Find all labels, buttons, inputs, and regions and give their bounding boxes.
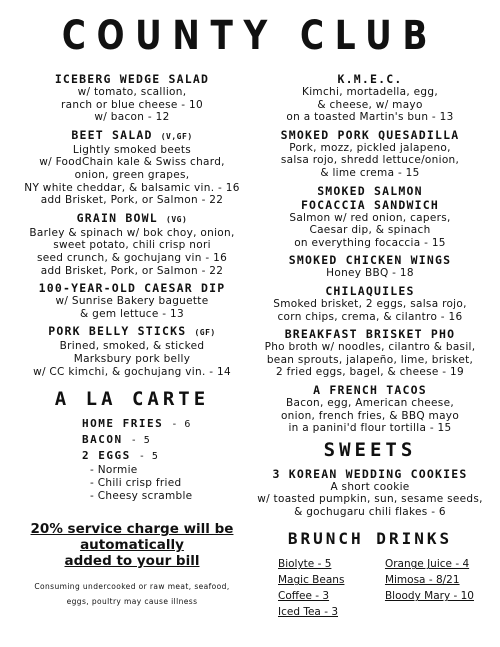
item-name: BREAKFAST BRISKET PHO — [284, 327, 456, 342]
menu-item — [252, 284, 488, 323]
item-description: Kimchi, mortadella, egg, & cheese, w/ mayo on a toasted Martin's bun - 13 — [286, 86, 454, 124]
a-la-carte-title: A LA CARTE — [54, 388, 210, 411]
menu-item — [252, 72, 488, 124]
item-name: A FRENCH TACOS — [313, 382, 427, 397]
a-la-carte-list — [12, 416, 252, 503]
menu-item — [252, 184, 488, 250]
food-safety-warning: Consuming undercooked or raw meat, seafood, eggs, poultry may cause illness — [34, 582, 230, 607]
menu-item — [12, 72, 252, 124]
sweets-title: SWEETS — [323, 438, 417, 461]
a-la-carte-item — [82, 416, 252, 432]
item-title: BACON — [82, 433, 123, 447]
menu-item — [252, 467, 488, 519]
item-title: PORK BELLY STICKS — [48, 324, 187, 339]
diet-tag: (VG) — [166, 214, 188, 224]
diet-tag: (GF) — [194, 328, 216, 338]
menu-item — [12, 128, 252, 207]
item-description: Bacon, egg, American cheese, onion, french fries, & BBQ mayo in a panini'd flour tortilla - 15 — [280, 396, 460, 435]
drinks-list — [252, 556, 488, 620]
drink-item: Biolyte - 5 — [278, 558, 332, 571]
drink-item: Orange Juice - 4 — [384, 558, 470, 571]
menu-item — [252, 383, 488, 435]
item-price: - 5 — [138, 451, 159, 463]
item-description: Smoked brisket, 2 eggs, salsa rojo, corn chips, crema, & cilantro - 16 — [273, 297, 467, 323]
item-title: HOME FRIES — [82, 417, 164, 431]
drink-item: Iced Tea - 3 — [278, 606, 339, 619]
service-charge-notice: 20% service charge will be automatically added to your bill — [30, 521, 234, 570]
brunch-drinks-title: BRUNCH DRINKS — [287, 529, 453, 549]
item-title: 2 EGGS — [82, 449, 131, 463]
menu-item — [12, 281, 252, 320]
item-description: w/ tomato, scallion, ranch or blue cheese - 10 w/ bacon - 12 — [61, 86, 203, 124]
item-name: K.M.E.C. — [337, 72, 403, 86]
item-name — [12, 281, 252, 295]
drink-item: Bloody Mary - 10 — [384, 590, 474, 603]
item-description: w/ Sunrise Bakery baguette & gem lettuce - 13 — [55, 295, 209, 320]
menu-item — [12, 211, 252, 277]
a-la-carte-item — [82, 448, 252, 464]
item-name — [12, 211, 252, 227]
item-name — [12, 128, 252, 144]
menu-item — [252, 253, 488, 280]
a-la-carte-item — [82, 432, 252, 448]
item-name: SMOKED PORK QUESADILLA — [280, 127, 460, 142]
menu-item — [12, 324, 252, 378]
drinks-column-left — [278, 556, 344, 620]
item-name: CHILAQUILES — [325, 283, 415, 298]
item-description: Pho broth w/ noodles, cilantro & basil, bean sprouts, jalapeño, lime, brisket, 2 fried eggs, bagel, & cheese - 19 — [264, 341, 476, 379]
drink-item: Coffee - 3 — [278, 590, 330, 603]
drink-item: Magic Beans — [278, 574, 345, 587]
item-description: Barley & spinach w/ bok choy, onion, sweet potato, chili crisp nori seed crunch, & gochujang vin - 16 add Brisket, Pork, or Salmon - 22 — [29, 226, 235, 277]
drink-item: Mimosa - 8/21 — [384, 574, 460, 587]
item-description: Lightly smoked beets w/ FoodChain kale & Swiss chard, onion, green grapes, NY white cheddar, & balsamic vin. - 16 add Brisket, Pork, or Salmon - 22 — [24, 143, 240, 207]
egg-option: - Normie — [90, 464, 138, 477]
egg-option: - Chili crisp fried — [90, 477, 182, 490]
item-price: - 6 — [171, 419, 191, 431]
item-description: Brined, smoked, & sticked Marksbury pork belly w/ CC kimchi, & gochujang vin. - 14 — [33, 340, 231, 378]
item-name: 3 KOREAN WEDDING COOKIES — [272, 466, 468, 481]
item-name — [12, 72, 252, 86]
item-title: ICEBERG WEDGE SALAD — [54, 72, 210, 86]
item-name — [12, 324, 252, 340]
item-title: 100-YEAR-OLD CAESAR DIP — [38, 281, 226, 296]
item-description: Salmon w/ red onion, capers, Caesar dip, & spinach on everything focaccia - 15 — [289, 211, 451, 249]
menu-item — [252, 327, 488, 379]
item-name: SMOKED CHICKEN WINGS — [288, 253, 452, 268]
menu-item — [252, 128, 488, 180]
right-column — [252, 72, 488, 620]
drinks-column-right — [385, 556, 474, 620]
item-title: GRAIN BOWL — [76, 210, 158, 225]
item-title: BEET SALAD — [71, 127, 153, 142]
diet-tag: (V,GF) — [160, 131, 193, 141]
item-description: Pork, mozz, pickled jalapeno, salsa rojo, shredd lettuce/onion, & lime crema - 15 — [280, 141, 460, 179]
left-column — [12, 72, 252, 609]
item-description: A short cookie w/ toasted pumpkin, sun, sesame seeds, & gochugaru chili flakes - 6 — [257, 480, 483, 518]
item-price: - 5 — [130, 435, 151, 447]
item-description: Honey BBQ - 18 — [326, 267, 414, 280]
egg-option: - Cheesy scramble — [90, 490, 193, 503]
item-name: SMOKED SALMON FOCACCIA SANDWICH — [300, 183, 440, 212]
page-title: COUNTY CLUB — [61, 13, 439, 59]
